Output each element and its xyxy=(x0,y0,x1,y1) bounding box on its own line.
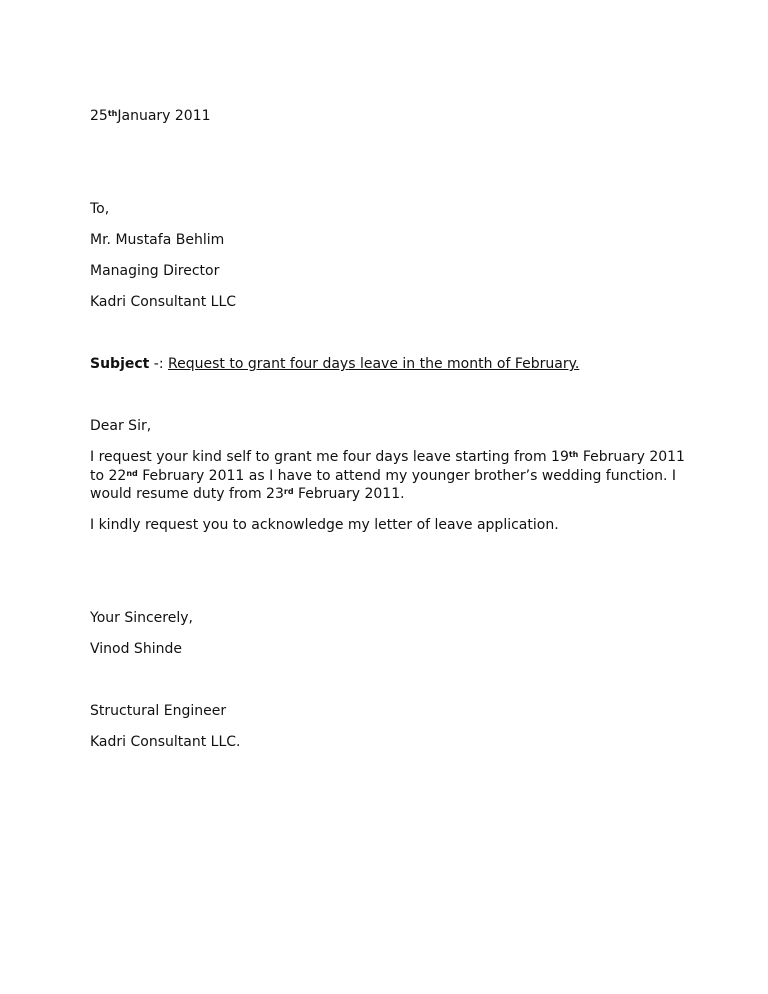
letter-date xyxy=(90,107,211,125)
body-paragraph-1 xyxy=(90,448,690,504)
signatory-company: Kadri Consultant LLC. xyxy=(90,734,241,750)
recipient-company: Kadri Consultant LLC xyxy=(90,294,237,310)
greeting: Dear Sir, xyxy=(90,418,152,434)
body-p1-part-a: I request your kind self to grant me four days leave starting from 19 xyxy=(90,449,569,465)
recipient-to: To, xyxy=(90,201,110,217)
date-month-year: January 2011 xyxy=(117,108,211,124)
subject-label: Subject xyxy=(90,356,150,372)
signatory-position: Structural Engineer xyxy=(90,703,227,719)
body-paragraph-2: I kindly request you to acknowledge my letter of leave application. xyxy=(90,517,559,533)
body-p1-sup-th: th xyxy=(568,450,579,459)
subject-line xyxy=(90,355,579,373)
body-p1-part-b: February 2011 to 22 xyxy=(90,449,685,484)
body-p1-sup-rd: rd xyxy=(283,487,294,496)
valediction: Your Sincerely, xyxy=(90,610,193,626)
body-p1-part-c: February 2011 as I have to attend my younger brother’s wedding function. I would resume duty from 23 xyxy=(90,467,677,502)
date-day: 25 xyxy=(90,108,108,124)
signatory-name: Vinod Shinde xyxy=(90,641,182,657)
subject-separator: -: xyxy=(149,356,169,372)
body-p1-part-d: February 2011. xyxy=(293,486,405,502)
date-day-suffix: th xyxy=(107,109,118,118)
body-p1-sup-nd: nd xyxy=(126,468,138,478)
subject-text: Request to grant four days leave in the month of February. xyxy=(168,356,580,372)
recipient-title: Managing Director xyxy=(90,263,220,279)
recipient-name: Mr. Mustafa Behlim xyxy=(90,232,225,248)
